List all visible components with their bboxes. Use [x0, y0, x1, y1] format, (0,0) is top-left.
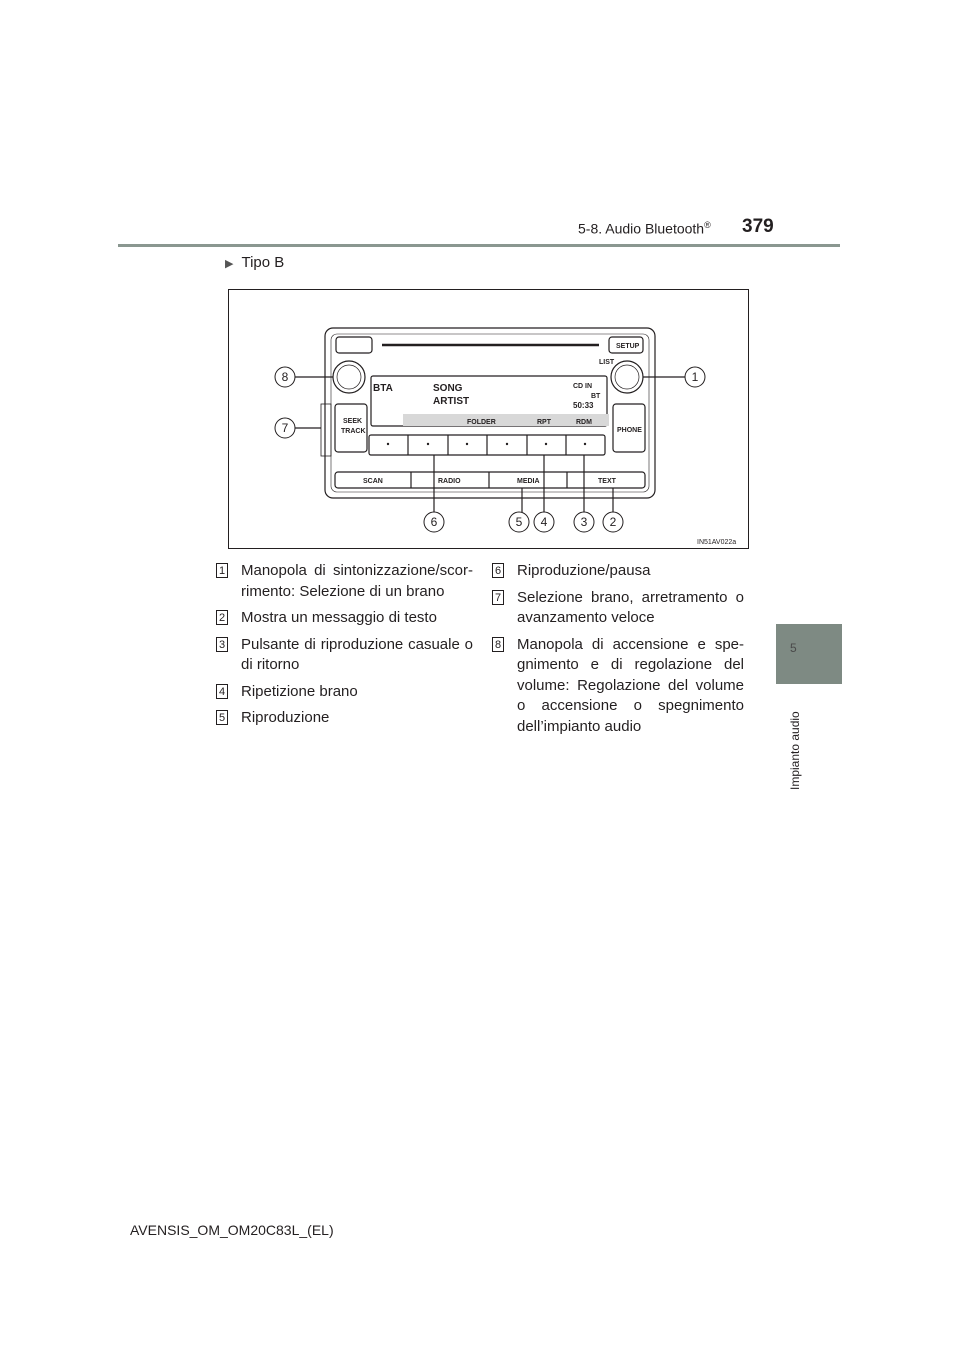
legend-item: 7 Selezione brano, arretramento o avanzamento veloce [492, 588, 744, 629]
chapter-tab-number: 5 [790, 641, 797, 655]
audio-unit-figure [228, 289, 749, 549]
header-rule [118, 244, 840, 247]
svg-text:SEEK: SEEK [343, 418, 363, 425]
legend-item: 6 Riproduzione/pausa [492, 561, 744, 582]
svg-text:ARTIST: ARTIST [433, 396, 470, 407]
audio-unit-illustration [229, 290, 750, 550]
svg-text:LIST: LIST [599, 359, 615, 366]
svg-text:50:33: 50:33 [573, 401, 594, 410]
legend-right [492, 561, 744, 743]
svg-text:FOLDER: FOLDER [467, 419, 496, 426]
svg-text:RDM: RDM [576, 419, 592, 426]
legend-item: 4 Ripetizione brano [216, 682, 473, 703]
section-title: 5-8. Audio Bluetooth® [578, 220, 711, 237]
power-volume-knob [333, 361, 365, 393]
svg-text:4: 4 [540, 515, 548, 529]
registered-mark: ® [704, 220, 711, 230]
subsection-heading [225, 254, 284, 271]
page-number: 379 [742, 216, 774, 237]
chapter-tab-label: Impianto audio [788, 711, 802, 790]
svg-text:MEDIA: MEDIA [517, 478, 540, 485]
legend-item: 3 Pulsante di riproduzione casuale o di ritorno [216, 635, 473, 676]
svg-text:2: 2 [609, 515, 617, 529]
svg-text:7: 7 [281, 421, 289, 435]
svg-text:RPT: RPT [537, 419, 551, 426]
svg-text:RADIO: RADIO [438, 478, 461, 485]
svg-text:1: 1 [691, 370, 699, 384]
svg-text:8: 8 [281, 370, 289, 384]
chapter-tab [776, 624, 842, 684]
svg-text:SONG: SONG [433, 383, 463, 394]
svg-text:SETUP: SETUP [616, 343, 640, 350]
svg-text:TEXT: TEXT [598, 478, 616, 485]
legend-item: 2 Mostra un messaggio di testo [216, 608, 473, 629]
svg-text:BT: BT [591, 393, 601, 400]
legend-item: 5 Riproduzione [216, 708, 473, 729]
svg-text:SCAN: SCAN [363, 478, 383, 485]
subsection-heading-text: Tipo B [241, 254, 285, 271]
svg-text:3: 3 [580, 515, 588, 529]
eject-button [336, 337, 372, 353]
svg-text:6: 6 [430, 515, 438, 529]
svg-text:IN51AV022a: IN51AV022a [697, 539, 737, 546]
tune-scroll-knob [611, 361, 643, 393]
legend-item: 1 Manopola di sintonizzazione/scor-rimento: Selezione di un brano [216, 561, 473, 602]
svg-text:BTA: BTA [373, 383, 393, 394]
svg-text:PHONE: PHONE [617, 427, 642, 434]
legend-left [216, 561, 473, 735]
triangle-right-icon: ▶ [225, 258, 234, 270]
svg-text:TRACK: TRACK [341, 428, 366, 435]
svg-text:5: 5 [515, 515, 523, 529]
legend-item: 8 Manopola di accensione e spe-gnimento e di regolazione del volume: Regolazione del volume o accensione o spegnimento dell’impianto audio [492, 635, 744, 738]
svg-text:CD IN: CD IN [573, 383, 593, 390]
footer-code: AVENSIS_OM_OM20C83L_(EL) [130, 1222, 334, 1238]
